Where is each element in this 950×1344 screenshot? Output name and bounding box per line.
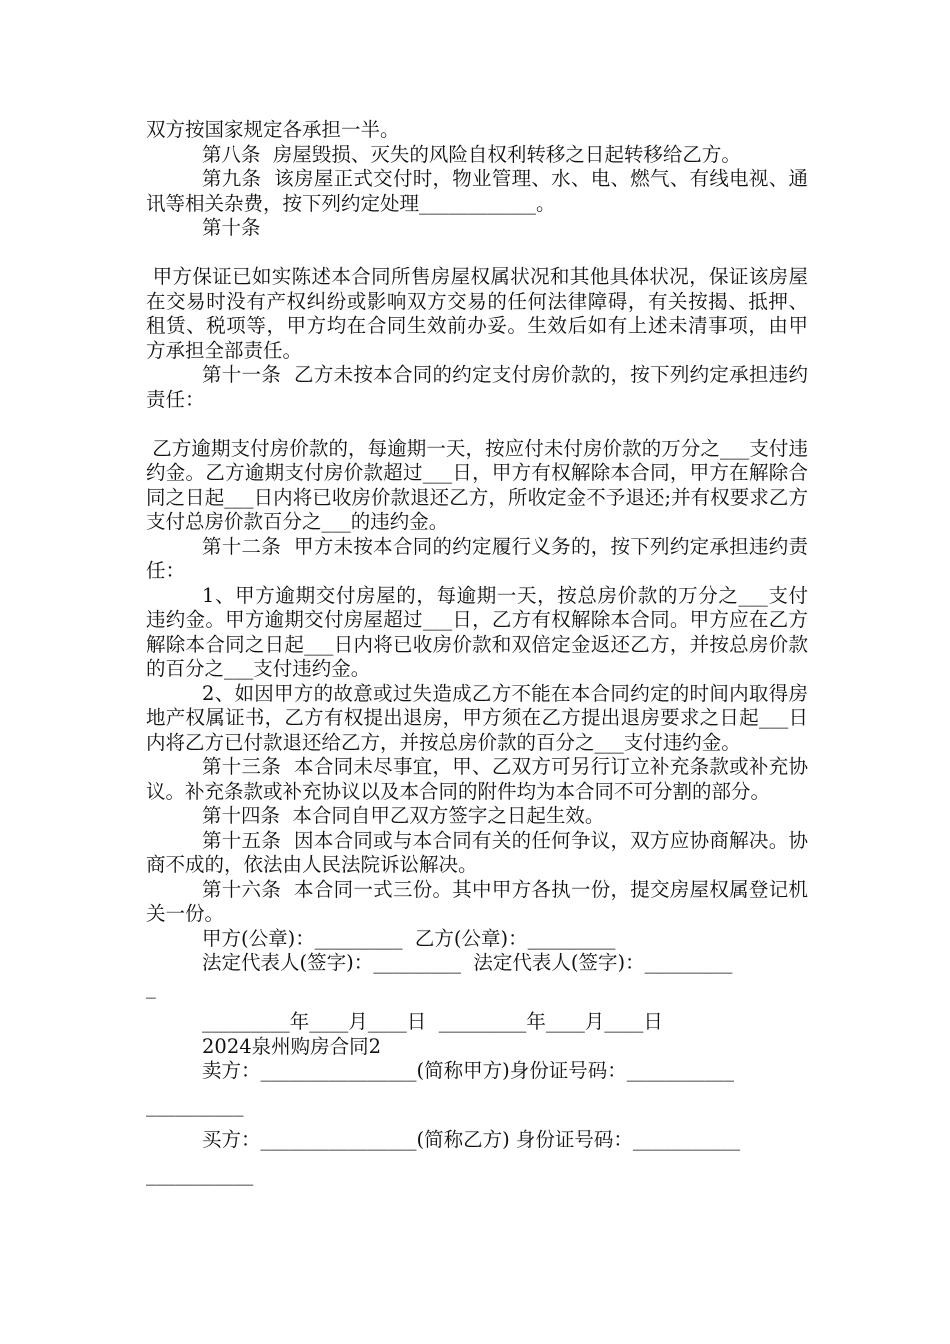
paragraph-line: 双方按国家规定各承担一半。: [146, 118, 400, 141]
article-12-item-1: 1、甲方逾期交付房屋的，每逾期一天，按总房价款的万分之___支付违约金。甲方逾期交付房屋超过___日，乙方有权解除本合同。甲方应在乙方解除本合同之日起___日内将已收房价款和双倍定金返还乙方，并按总房价款的百分之___支付违约金。: [146, 583, 808, 680]
article-11-body: 乙方逾期支付房价款的，每逾期一天，按应付未付房价款的万分之___支付违约金。乙方逾期支付房价款超过___日，甲方有权解除本合同，甲方在解除合同之日起___日内将已收房价款退还乙方，所收定金不予退还;并有权要求乙方支付总房价款百分之___的违约金。: [146, 436, 808, 533]
article-12-item-2: 2、如因甲方的故意或过失造成乙方不能在本合同约定的时间内取得房地产权属证书，乙方有权提出退房，甲方须在乙方提出退房要求之日起___日内将乙方已付款退还给乙方，并按总房价款的百分之___支付违约金。: [146, 681, 808, 754]
article-16: 第十六条 本合同一式三份。其中甲方各执一份，提交房屋权属登记机关一份。: [146, 877, 808, 925]
date-line: _________年____月____日 _________年____月____日: [202, 1010, 663, 1033]
article-15: 第十五条 因本合同或与本合同有关的任何争议，双方应协商解决。协商不成的，依法由人民法院诉讼解决。: [146, 828, 808, 876]
buyer-line: 买方：________________(简称乙方) 身份证号码：___________: [202, 1128, 741, 1151]
article-9: 第九条 该房屋正式交付时，物业管理、水、电、燃气、有线电视、通讯等相关杂费，按下列约定处理____________。: [146, 167, 808, 215]
blank-line: [146, 412, 808, 437]
buyer-line-wrap: ___________: [146, 1162, 254, 1186]
section-title: 2024泉州购房合同2: [202, 1034, 382, 1058]
article-12-heading: 第十二条 甲方未按本合同的约定履行义务的，按下列约定承担违约责任：: [146, 534, 808, 582]
article-10-body: 甲方保证已如实陈述本合同所售房屋权属状况和其他具体状况，保证该房屋在交易时没有产权纠纷或影响双方交易的任何法律障碍，有关按揭、抵押、租赁、税项等，甲方均在合同生效前办妥。生效后如有上述未清事项，由甲方承担全部责任。: [146, 265, 808, 362]
blank-line: [146, 241, 808, 266]
article-10-heading: 第十条: [202, 216, 261, 239]
representative-line-wrap: _: [146, 975, 156, 999]
article-14: 第十四条 本合同自甲乙双方签字之日起生效。: [202, 804, 605, 827]
representative-line: 法定代表人(签字)：_________ 法定代表人(签字)：_________: [202, 951, 733, 974]
article-8: 第八条 房屋毁损、灭失的风险自权利转移之日起转移给乙方。: [202, 142, 741, 166]
seller-line-wrap: __________: [146, 1093, 244, 1117]
contract-page: [146, 118, 808, 1187]
seal-line: 甲方(公章)：_________ 乙方(公章)：_________: [202, 926, 616, 950]
article-11-heading: 第十一条 乙方未按本合同的约定支付房价款的，按下列约定承担违约责任：: [146, 363, 808, 411]
article-13: 第十三条 本合同未尽事宜，甲、乙双方可另行订立补充条款或补充协议。补充条款或补充协议以及本合同的附件均为本合同不可分割的部分。: [146, 755, 808, 803]
seller-line: 卖方：________________(简称甲方)身份证号码：___________: [202, 1059, 734, 1082]
